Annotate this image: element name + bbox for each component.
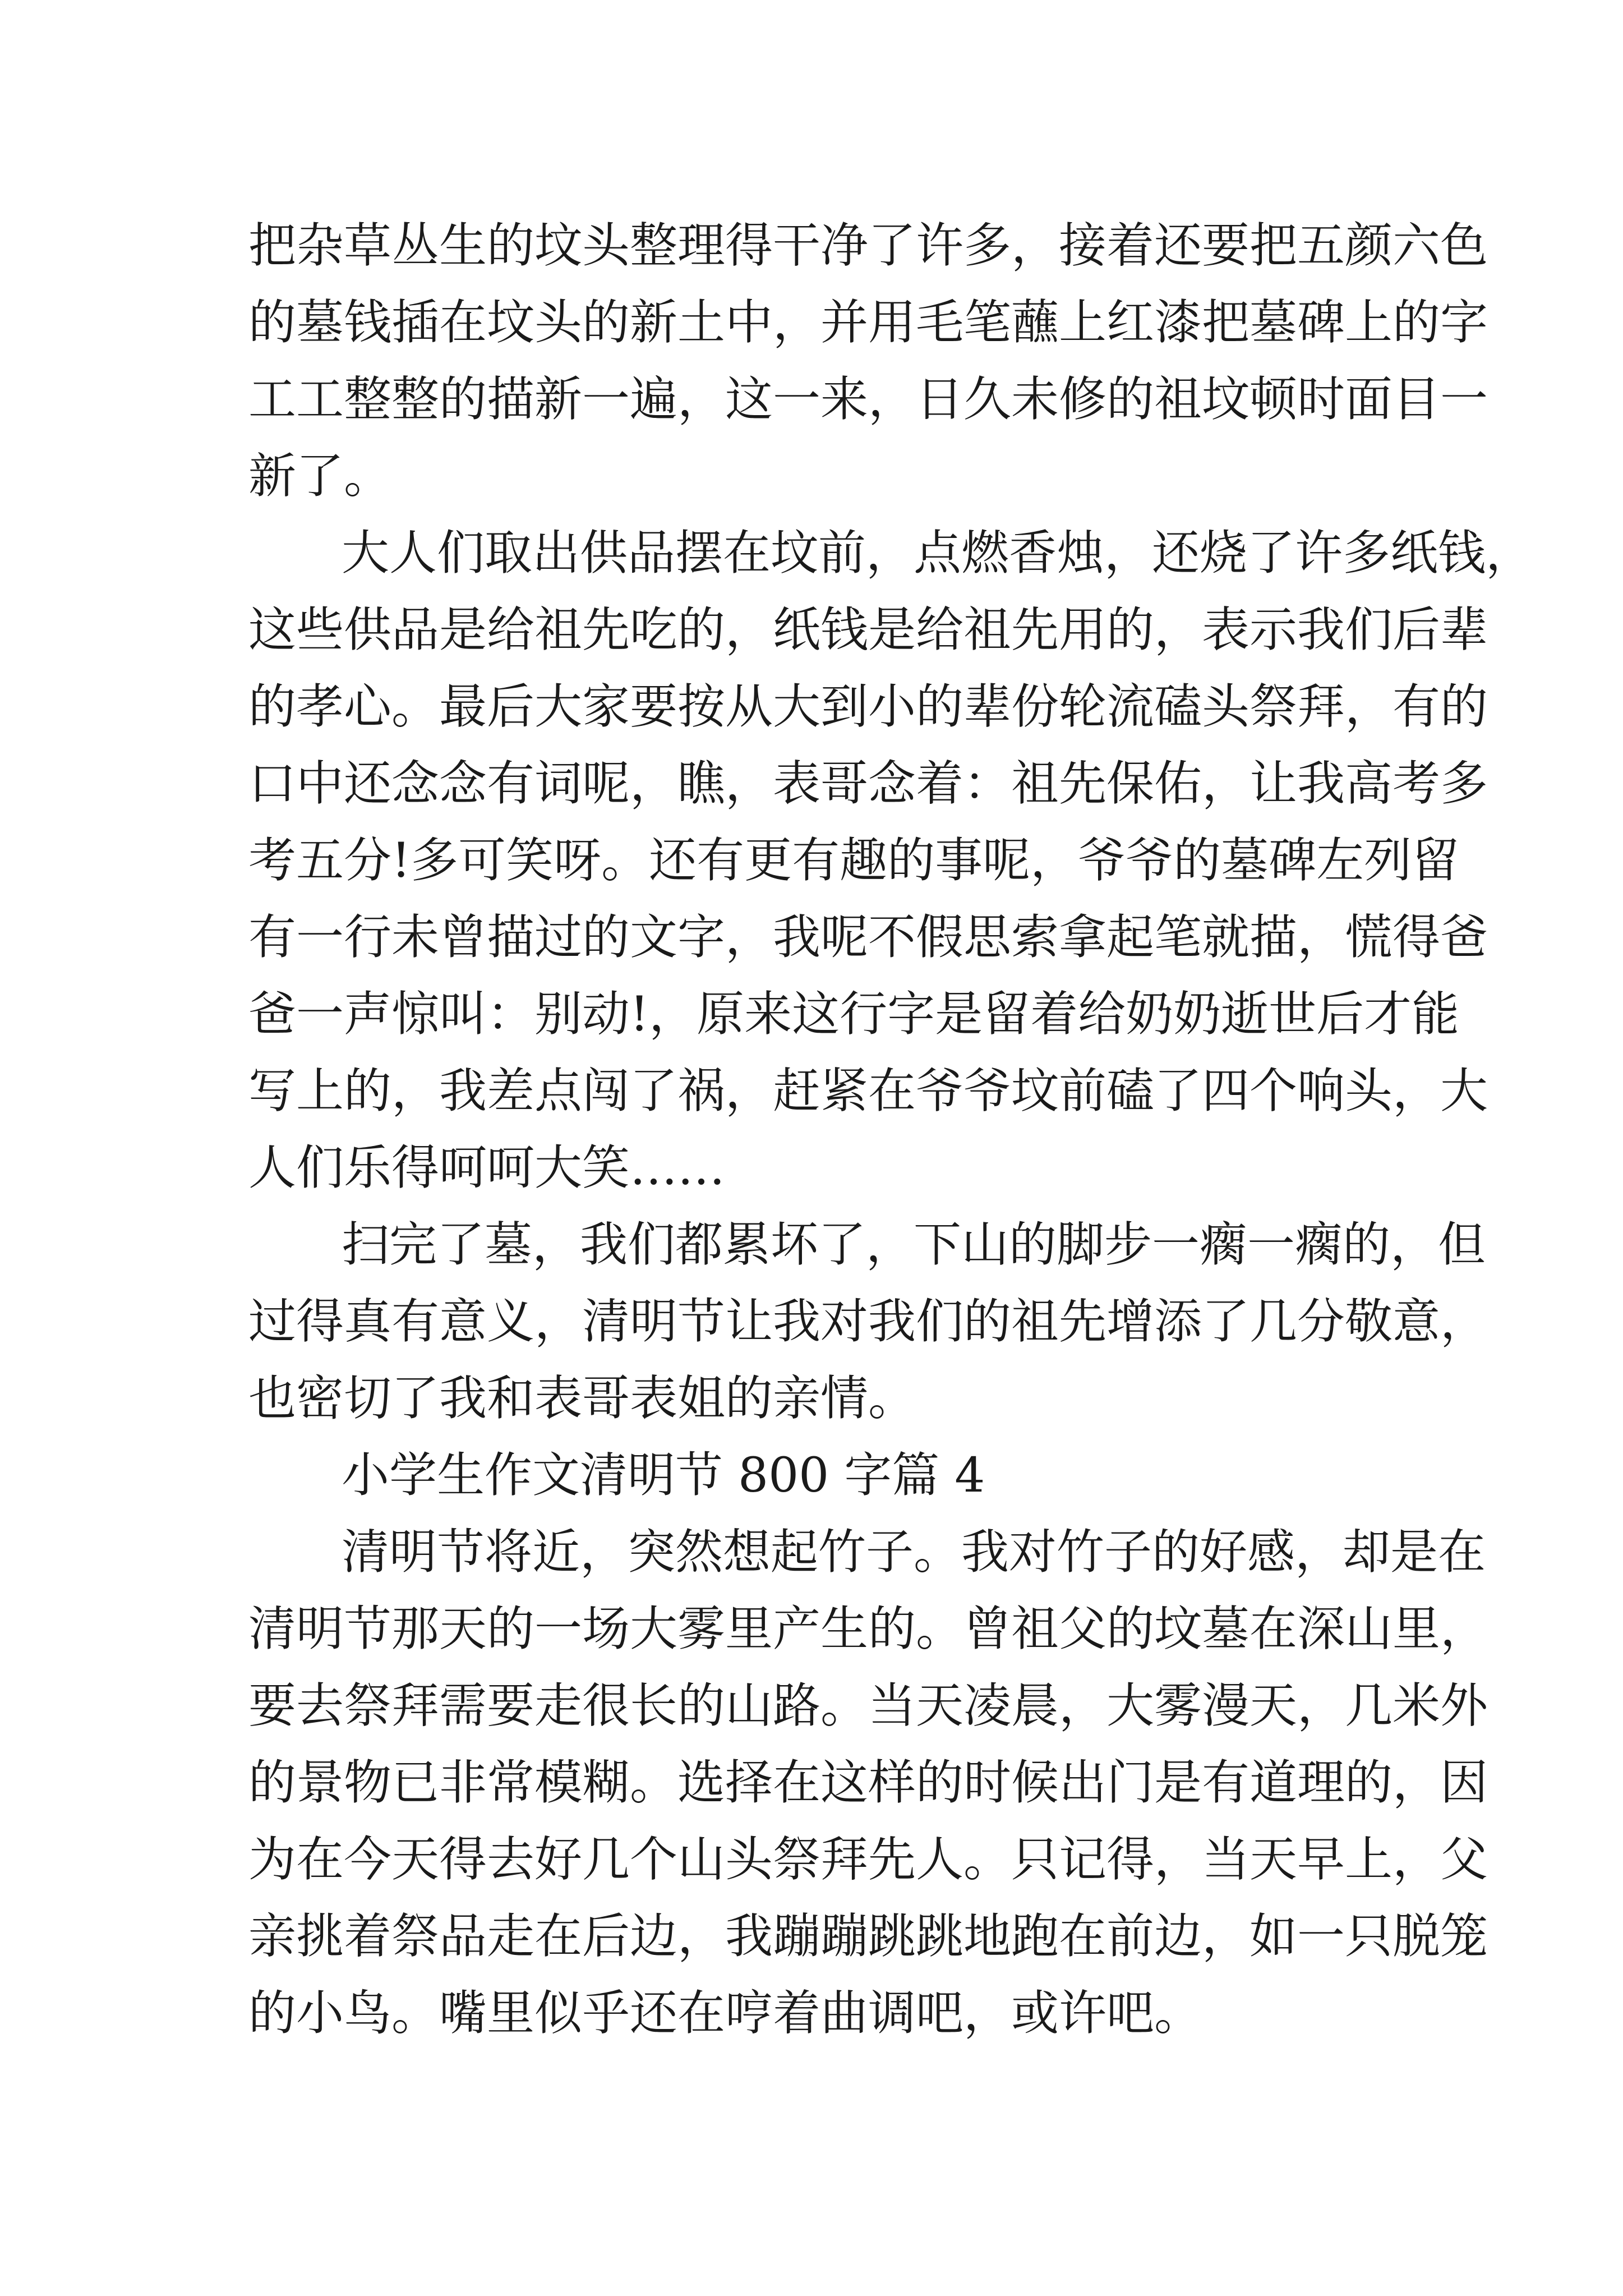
text-line: 清明节那天的一场大雾里产生的。曾祖父的坟墓在深山里， (248, 1602, 1488, 1657)
document-body (248, 208, 1534, 2052)
text-line: 有一行未曾描过的文字，我呢不假思索拿起笔就描，慌得爸 (248, 910, 1488, 965)
text-line: 人们乐得呵呵大笑…… (248, 1140, 726, 1196)
paragraph (248, 208, 1488, 515)
text-line: 清明节将近，突然想起竹子。我对竹子的好感，却是在 (342, 1525, 1486, 1580)
text-line: 写上的，我差点闯了祸，赶紧在爷爷坟前磕了四个响头，大 (248, 1064, 1488, 1119)
text-line: 的小鸟。嘴里似乎还在哼着曲调吧，或许吧。 (248, 1986, 1202, 2041)
text-line: 爸一声惊叫：别动!，原来这行字是留着给奶奶逝世后才能 (248, 987, 1460, 1042)
text-line: 扫完了墓，我们都累坏了，下山的脚步一瘸一瘸的，但 (342, 1217, 1486, 1273)
text-line: 的墓钱插在坟头的新土中，并用毛笔蘸上红漆把墓碑上的字 (248, 295, 1488, 351)
text-line: 这些供品是给祖先吃的，纸钱是给祖先用的，表示我们后辈 (248, 602, 1488, 658)
heading-line: 小学生作文清明节 800 字篇 4 (342, 1448, 985, 1503)
text-line: 新了。 (248, 449, 392, 504)
text-line: 过得真有意义，清明节让我对我们的祖先增添了几分敬意， (248, 1294, 1488, 1350)
text-line: 工工整整的描新一遍，这一来，日久未修的祖坟顿时面目一 (248, 372, 1488, 427)
text-line: 也密切了我和表哥表姐的亲情。 (248, 1371, 916, 1427)
text-line: 的景物已非常模糊。选择在这样的时候出门是有道理的，因 (248, 1755, 1488, 1811)
text-line: 亲挑着祭品走在后边，我蹦蹦跳跳地跑在前边，如一只脱笼 (248, 1909, 1488, 1964)
text-line: 要去祭拜需要走很长的山路。当天凌晨，大雾漫天，几米外 (248, 1678, 1488, 1734)
text-line: 把杂草丛生的坟头整理得干净了许多，接着还要把五颜六色 (248, 218, 1488, 274)
text-line: 口中还念念有词呢，瞧，表哥念着：祖先保佑，让我高考多 (248, 756, 1488, 812)
text-line: 的孝心。最后大家要按从大到小的辈份轮流磕头祭拜，有的 (248, 679, 1488, 735)
paragraph (248, 1514, 1488, 2052)
section-heading (248, 1437, 1381, 1514)
text-line: 大人们取出供品摆在坟前，点燃香烛，还烧了许多纸钱， (342, 526, 1534, 581)
text-line: 考五分!多可笑呀。还有更有趣的事呢，爷爷的墓碑左列留 (248, 833, 1460, 889)
paragraph (248, 1207, 1488, 1437)
text-line: 为在今天得去好几个山头祭拜先人。只记得，当天早上，父 (248, 1832, 1488, 1888)
paragraph (248, 515, 1534, 1207)
